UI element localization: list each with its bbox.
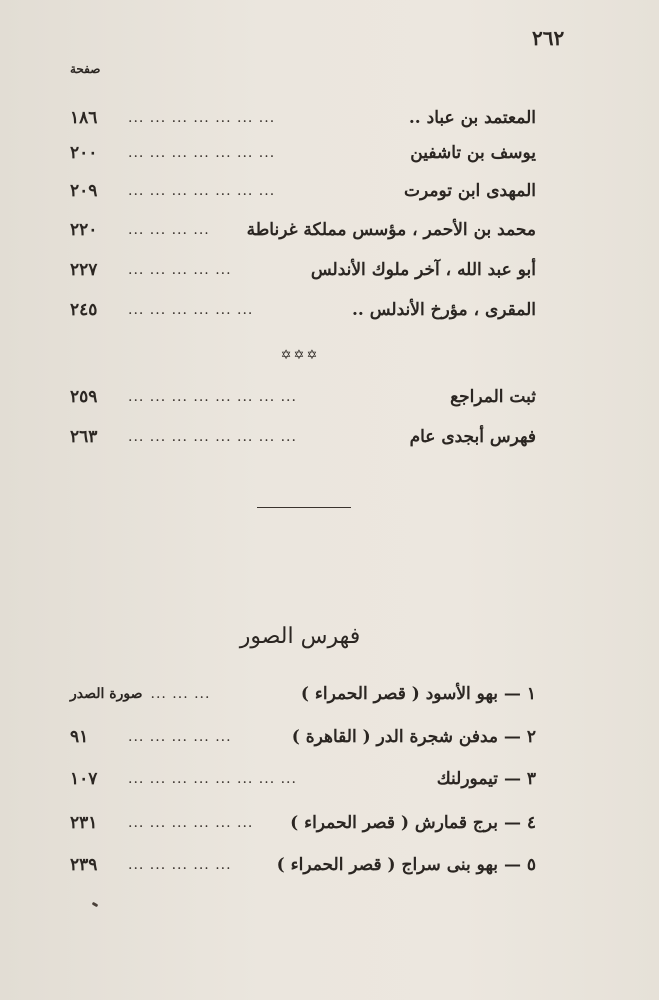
toc-entry-title: ثبت المراجع [450, 387, 536, 407]
toc-entry-title: محمد بن الأحمر ، مؤسس مملكة غرناطة [246, 220, 536, 240]
toc-entry-page: ٢٢٠ [70, 220, 98, 240]
image-entry-page: ١٠٧ [70, 769, 98, 789]
section-divider [257, 507, 351, 508]
image-list-entry [70, 762, 536, 796]
toc-entry-page: ١٨٦ [70, 108, 98, 128]
page-number: ٢٦٢ [532, 26, 565, 50]
dot-leader: ... ... ... ... ... [128, 857, 232, 873]
images-section-title: فهرس الصور [239, 624, 361, 649]
toc-entry [70, 293, 536, 327]
star-separator: ✡✡✡ [280, 348, 320, 363]
dot-leader: ... ... ... ... ... ... ... ... [128, 429, 297, 445]
image-entry-title: ٥ — بهو بنى سراج ( قصر الحمراء ) [276, 855, 536, 875]
image-list-entry [70, 720, 536, 754]
toc-entry-page: ٢٢٧ [70, 260, 98, 280]
toc-entry-title: المعتمد بن عباد .. [408, 108, 536, 128]
image-entry-title: ١ — بهو الأسود ( قصر الحمراء ) [300, 684, 536, 704]
toc-entry-page: ٢٤٥ [70, 300, 98, 320]
image-entry-title: ٢ — مدفن شجرة الدر ( القاهرة ) [291, 727, 536, 747]
image-entry-page: ٢٣٩ [70, 855, 98, 875]
image-list-entry [70, 806, 536, 840]
toc-entry-page: ٢٦٣ [70, 427, 98, 447]
dot-leader: ... ... ... ... ... ... ... ... [128, 771, 297, 787]
dot-leader: ... ... ... ... ... ... [128, 302, 254, 318]
toc-entry-title: أبو عبد الله ، آخر ملوك الأندلس [310, 260, 536, 280]
toc-entry-page: ٢٥٩ [70, 387, 98, 407]
image-entry-page: ٢٣١ [70, 813, 98, 833]
dot-leader: ... ... ... ... [128, 222, 210, 238]
image-entry-title: ٣ — تيمورلنك [436, 769, 536, 789]
toc-entry [70, 213, 536, 247]
dot-leader: ... ... ... ... ... ... ... [128, 183, 276, 199]
image-list-entry [70, 848, 536, 882]
toc-entry-title: فهرس أبجدى عام [409, 427, 536, 447]
image-entry-page: صورة الصدر [70, 686, 143, 702]
toc-entry-title: المهدى ابن تومرت [403, 181, 536, 201]
image-list-entry [70, 677, 536, 711]
dot-leader: ... ... ... ... ... [128, 729, 232, 745]
dot-leader: ... ... ... ... ... ... ... [128, 145, 276, 161]
dot-leader: ... ... ... ... ... ... ... ... [128, 389, 297, 405]
toc-entry-page: ٢٠٠ [70, 143, 98, 163]
dot-leader: ... ... ... ... ... ... ... [128, 110, 276, 126]
dot-leader: ... ... ... ... ... [128, 262, 232, 278]
toc-entry-title: المقرى ، مؤرخ الأندلس .. [351, 300, 536, 320]
toc-entry [70, 136, 536, 170]
toc-entry-title: يوسف بن تاشفين [410, 143, 536, 163]
toc-entry-page: ٢٠٩ [70, 181, 98, 201]
toc-entry [70, 380, 536, 414]
dot-leader: ... ... ... ... ... ... [128, 815, 254, 831]
dot-leader: ... ... ... [150, 686, 211, 702]
toc-entry [70, 174, 536, 208]
image-entry-page: ٩١ [70, 727, 89, 747]
toc-entry [70, 101, 536, 135]
toc-entry [70, 420, 536, 454]
page-column-header: صفحة [70, 62, 101, 76]
image-entry-title: ٤ — برج قمارش ( قصر الحمراء ) [290, 813, 536, 833]
ink-speck [92, 902, 99, 908]
toc-entry [70, 253, 536, 287]
